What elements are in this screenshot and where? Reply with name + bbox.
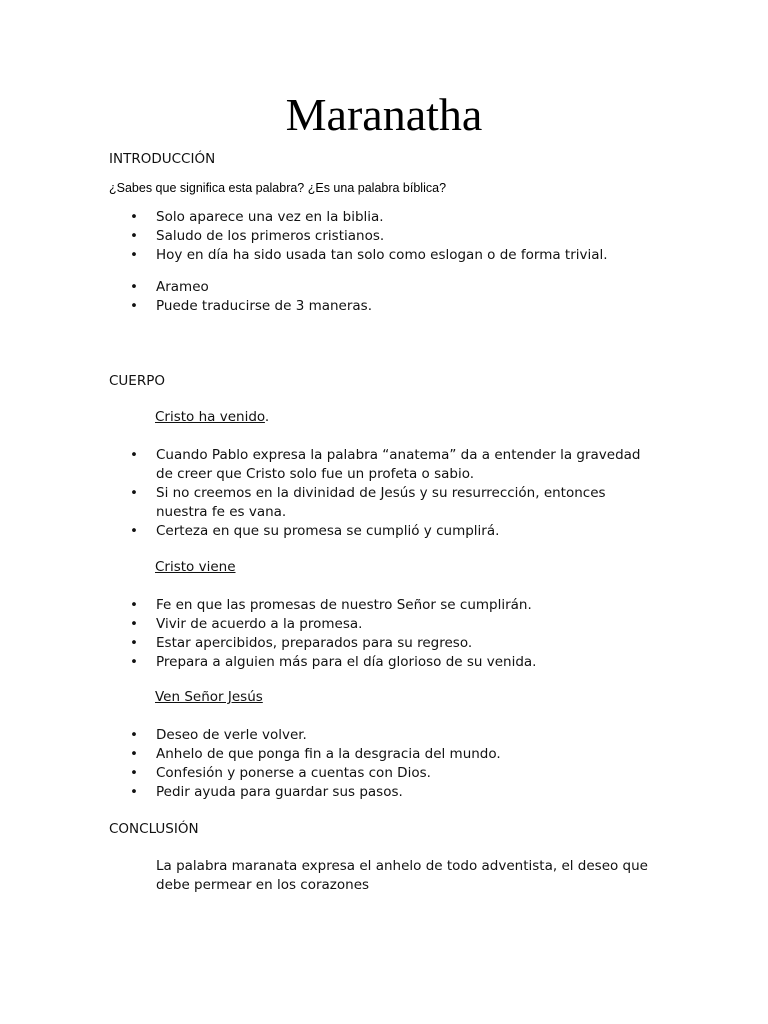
intro-list-2 xyxy=(0,278,768,316)
section-3-list xyxy=(0,726,768,802)
bullet-icon: • xyxy=(130,447,138,463)
list-item xyxy=(0,615,652,634)
bullet-icon: • xyxy=(130,765,138,781)
list-item xyxy=(0,522,652,541)
list-item xyxy=(0,208,652,227)
list-item xyxy=(0,484,652,522)
bullet-icon: • xyxy=(130,523,138,539)
bullet-icon: • xyxy=(130,209,138,225)
bullet-icon: • xyxy=(130,746,138,762)
list-item xyxy=(0,783,652,802)
section-1-subtitle: Cristo ha venido xyxy=(155,409,265,425)
body-heading: CUERPO xyxy=(109,373,165,389)
list-item-text: Arameo xyxy=(156,279,209,295)
list-item xyxy=(0,297,652,316)
list-item-text: Cuando Pablo expresa la palabra “anatema” da a entender la gravedad de creer que Cristo solo fue un profeta o sabio. xyxy=(156,447,641,482)
list-item xyxy=(0,246,652,265)
list-item xyxy=(0,634,652,653)
document-title: Maranatha xyxy=(285,89,483,140)
bullet-icon: • xyxy=(130,784,138,800)
list-item xyxy=(0,745,652,764)
list-item-text: Pedir ayuda para guardar sus pasos. xyxy=(156,784,403,800)
list-item xyxy=(0,653,652,672)
list-item xyxy=(0,227,652,246)
list-item-text: Puede traducirse de 3 maneras. xyxy=(156,298,373,314)
list-item-text: Estar apercibidos, preparados para su regreso. xyxy=(156,635,473,651)
bullet-icon: • xyxy=(130,485,138,501)
list-item-text: Certeza en que su promesa se cumplió y cumplirá. xyxy=(156,523,500,539)
bullet-icon: • xyxy=(130,228,138,244)
list-item-text: Anhelo de que ponga fin a la desgracia del mundo. xyxy=(156,746,501,762)
bullet-icon: • xyxy=(130,597,138,613)
list-item-text: Deseo de verle volver. xyxy=(156,727,307,743)
section-2-subtitle: Cristo viene xyxy=(155,559,236,575)
list-item xyxy=(0,446,652,484)
list-item-text: Vivir de acuerdo a la promesa. xyxy=(156,616,363,632)
list-item xyxy=(0,278,652,297)
bullet-icon: • xyxy=(130,247,138,263)
conclusion-heading: CONCLUSIÓN xyxy=(109,821,199,837)
list-item-text: Saludo de los primeros cristianos. xyxy=(156,228,385,244)
bullet-icon: • xyxy=(130,727,138,743)
list-item-text: Fe en que las promesas de nuestro Señor se cumplirán. xyxy=(156,597,532,613)
intro-question: ¿Sabes que significa esta palabra? ¿Es una palabra bíblica? xyxy=(109,181,447,195)
list-item xyxy=(0,596,652,615)
section-3-subtitle: Ven Señor Jesús xyxy=(155,689,263,705)
bullet-icon: • xyxy=(130,635,138,651)
conclusion-text: La palabra maranata expresa el anhelo de todo adventista, el deseo que debe permear en los corazones xyxy=(156,858,648,893)
bullet-icon: • xyxy=(130,616,138,632)
section-1-list xyxy=(0,446,768,541)
section-2-list xyxy=(0,596,768,672)
list-item xyxy=(0,764,652,783)
list-item-text: Hoy en día ha sido usada tan solo como eslogan o de forma trivial. xyxy=(156,247,608,263)
section-1-subtitle-suffix: . xyxy=(264,409,270,425)
list-item xyxy=(0,726,652,745)
list-item-text: Si no creemos en la divinidad de Jesús y su resurrección, entonces nuestra fe es vana. xyxy=(156,485,606,520)
section-1-subtitle-wrap xyxy=(155,408,269,427)
bullet-icon: • xyxy=(130,654,138,670)
bullet-icon: • xyxy=(130,279,138,295)
intro-list-1 xyxy=(0,208,768,265)
bullet-icon: • xyxy=(130,298,138,314)
list-item-text: Confesión y ponerse a cuentas con Dios. xyxy=(156,765,431,781)
list-item-text: Prepara a alguien más para el día glorioso de su venida. xyxy=(156,654,537,670)
list-item-text: Solo aparece una vez en la biblia. xyxy=(156,209,384,225)
intro-heading: INTRODUCCIÓN xyxy=(109,151,216,167)
